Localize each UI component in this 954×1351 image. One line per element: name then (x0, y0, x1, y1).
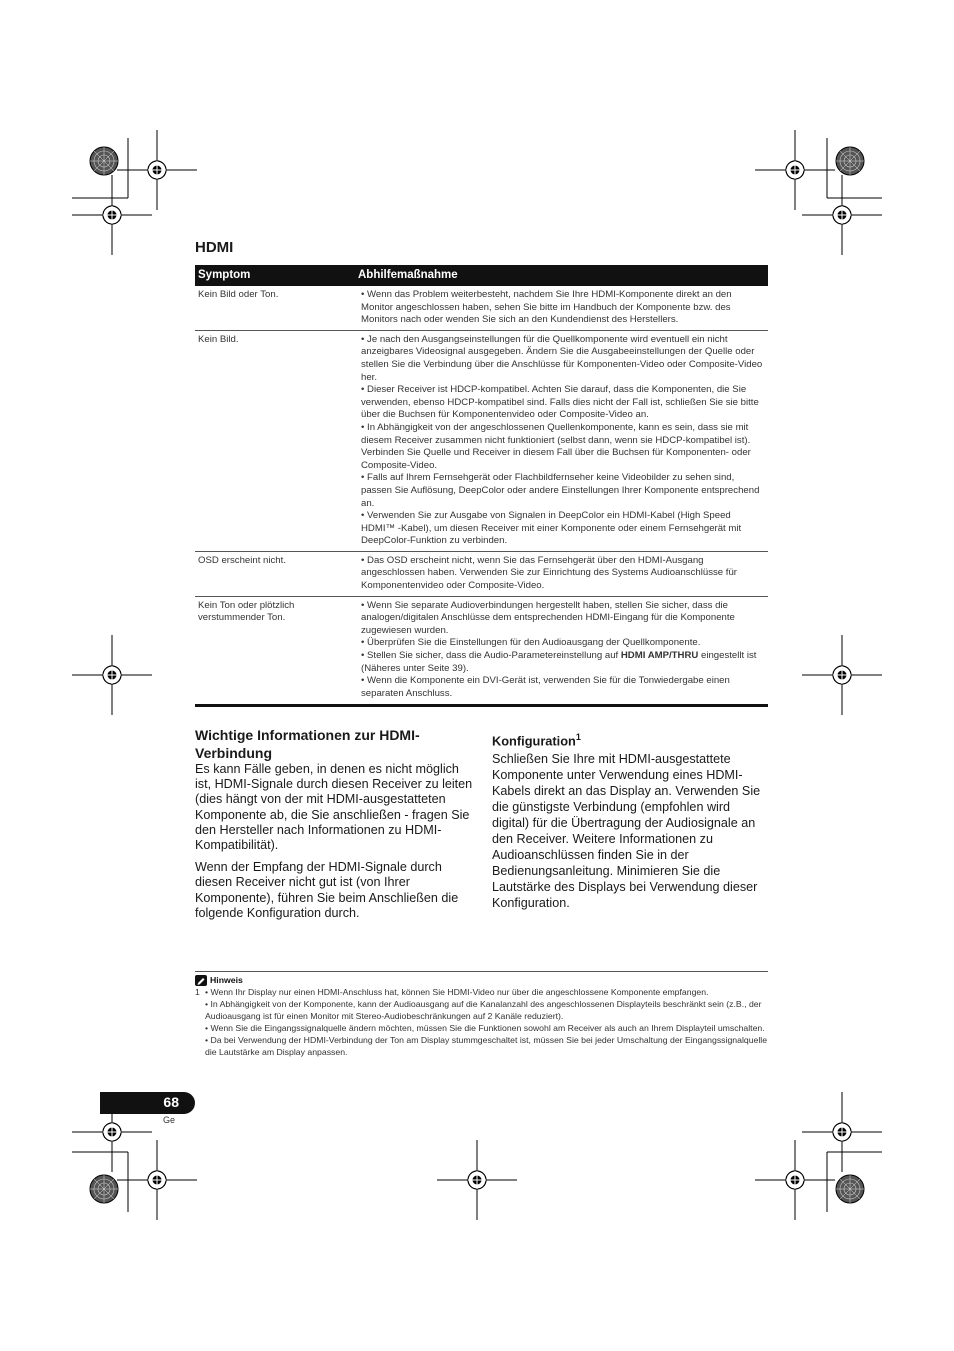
column-header-remedy: Abhilfemaßnahme (358, 265, 768, 286)
language-code: Ge (163, 1115, 176, 1125)
remedy-cell (358, 286, 768, 330)
page-number-badge (100, 1092, 195, 1114)
info-column (195, 726, 475, 928)
remedy-item: • Wenn Sie separate Audioverbindungen hergestellt haben, stellen Sie sicher, dass die analogen/digitalen Anschlüsse dem entsprechenden HDMI-Eingang für die Komponente zugewiesen wurden. (361, 599, 735, 636)
note-item: • Da bei Verwendung der HDMI-Verbindung der Ton am Display stummgeschaltet ist, müssen Sie bei jeder Umschaltung der Eingangssignalquelle die Lautstärke am Display anpassen. (205, 1035, 768, 1057)
symptom-cell: Kein Ton oder plötzlich verstummender Ton. (195, 596, 358, 706)
table-row (195, 596, 768, 706)
star-mark-bottom-right (836, 1175, 864, 1203)
note-text: • Wenn Ihr Display nur einen HDMI-Anschluss hat, können Sie HDMI-Video nur über die angeschlossene Komponente empfangen. (205, 987, 709, 997)
crosshair-mark (802, 635, 882, 715)
troubleshooting-table (195, 265, 768, 707)
remedy-item: • Das OSD erscheint nicht, wenn Sie das Fernsehgerät über den HDMI-Ausgang angeschlossen haben. Verwenden Sie zur Einrichtung des Systems Audioanschlüsse für Komponentenvideo oder Composite-Video. (361, 554, 737, 592)
paragraph: Wenn der Empfang der HDMI-Signale durch diesen Receiver nicht gut ist (von Ihrer Komponente), führen Sie beim Anschließen die folgende Konfiguration durch. (195, 860, 459, 920)
remedy-cell (358, 596, 768, 706)
note-item: • Wenn Sie die Eingangssignalquelle ändern möchten, müssen Sie die Funktionen sowohl am Receiver als auch an Ihrem Displayteil umschalten. (205, 1023, 765, 1033)
remedy-cell (358, 551, 768, 596)
star-mark-top-left (90, 147, 118, 175)
crosshair-mark (117, 1140, 197, 1220)
column-header-symptom: Symptom (195, 265, 358, 286)
section-title: HDMI (195, 239, 234, 256)
crosshair-mark (802, 1092, 882, 1172)
note-item: • In Abhängigkeit von der Komponente, kann der Audioausgang auf die Kanalanzahl des angeschlossenen Displayteils beschränkt sein (z.B., der Audioausgang ist für einen Monitor mit Stereo-Audiobeschränkungen auf 2 Kanäle reduziert). (205, 999, 762, 1021)
setting-name: HDMI AMP/THRU (620, 650, 699, 662)
remedy-cell (358, 330, 768, 551)
crosshair-mark (72, 175, 152, 255)
crosshair-mark (437, 1140, 517, 1220)
remedy-item: • Falls auf Ihrem Fernsehgerät oder Flachbildfernseher keine Videobilder zu sehen sind, passen Sie Auflösung, DeepColor oder andere Einstellungen Ihrer Komponente entsprechend an. (361, 472, 760, 509)
remedy-item: • Überprüfen Sie die Einstellungen für den Audioausgang der Quellkomponente. (361, 637, 701, 649)
page-number: 68 (163, 1094, 179, 1110)
remedy-item: • Wenn die Komponente ein DVI-Gerät ist, verwenden Sie für die Tonwiedergabe einen separaten Anschluss. (361, 675, 730, 699)
remedy-item: • Wenn das Problem weiterbesteht, nachdem Sie Ihre HDMI-Komponente direkt an den Monitor angeschlossen haben, sehen Sie bitte im Handbuch der Komponente bzw. des Monitors nach oder wenden Sie sich an den Kundendienst des Herstellers. (361, 289, 732, 326)
crosshair-mark (755, 130, 835, 210)
crosshair-mark (802, 175, 882, 255)
notes-header (195, 972, 768, 986)
remedy-item (361, 650, 765, 675)
configuration-column (492, 730, 768, 918)
remedy-text: eingestellt ist (Näheres unter Seite 39). (361, 650, 757, 674)
remedy-item: • Dieser Receiver ist HDCP-kompatibel. Achten Sie darauf, dass die Komponenten, die Sie verwenden, ebenso HDCP-kompatibel sind. Falls dies nicht der Fall ist, schließen Sie sie bitte über die Buchsen für Komponentenvideo oder Composite-Video an. (361, 384, 759, 421)
note-icon (195, 975, 207, 986)
table-row (195, 551, 768, 596)
remedy-item: • Je nach den Ausgangseinstellungen für die Quellkomponente wird eventuell ein nicht anzeigbares Videosignal ausgegeben. Ändern Sie die Ausgabeeinstellungen der Quelle oder stellen Sie die Verbindung über die Anschlüsse für Komponenten-Video oder Composite-Video her. (361, 333, 763, 383)
info-heading: Wichtige Informationen zur HDMI-Verbindung (195, 727, 420, 761)
footnote-marker: 1 (575, 732, 581, 742)
symptom-cell: Kein Bild oder Ton. (195, 286, 358, 330)
crosshair-mark (755, 1140, 835, 1220)
symptom-cell: OSD erscheint nicht. (195, 551, 358, 596)
table-row (195, 330, 768, 551)
footnote-number: 1 (195, 987, 200, 997)
notes-section (195, 971, 768, 1058)
configuration-heading (492, 730, 768, 748)
note-item (195, 986, 768, 998)
star-mark-top-right (836, 147, 864, 175)
symptom-cell: Kein Bild. (195, 330, 358, 551)
notes-heading: Hinweis (210, 975, 243, 985)
crosshair-mark (72, 635, 152, 715)
crosshair-mark (117, 130, 197, 210)
remedy-text: • Stellen Sie sicher, dass die Audio-Parametereinstellung auf (361, 650, 621, 662)
star-mark-bottom-left (90, 1175, 118, 1203)
configuration-heading-text: Konfiguration (492, 733, 576, 749)
paragraph: Es kann Fälle geben, in denen es nicht möglich ist, HDMI-Signale durch diesen Receiver zu leiten (dies hängt von der mit HDMI-ausgestatteten Komponente ab, die Sie anschließen - fragen Sie den Hersteller nach Informationen zu HDMI-Kompatibilität). (195, 762, 473, 853)
remedy-item: • Verwenden Sie zur Ausgabe von Signalen in DeepColor ein HDMI-Kabel (High Speed HDMI™ -Kabel), um diesen Receiver mit einer Komponente oder einem Fernsehgerät mit DeepColor-Funktion zu verbinden. (361, 510, 742, 547)
table-header-row (195, 265, 768, 286)
table-row (195, 286, 768, 330)
remedy-item: • In Abhängigkeit von der angeschlossenen Quellenkomponente, kann es sein, dass sie mit diesem Receiver zusammen nicht funktioniert (selbst dann, wenn sie HDCP-kompatibel ist). Verbinden Sie Quelle und Receiver in diesem Fall über die Buchsen für Komponenten- oder Composite-Video. (361, 421, 751, 471)
paragraph: Schließen Sie Ihre mit HDMI-ausgestattete Komponente unter Verwendung eines HDMI-Kabels direkt an das Display an. Verwenden Sie die günstigste Verbindung (empfohlen wird digital) für die Übertragung der Audiosignale an den Receiver. Weitere Informationen zu Audioanschlüssen finden Sie in der Bedienungsanleitung. Minimieren Sie die Lautstärke des Displays bei Verwendung dieser Konfiguration. (492, 752, 761, 911)
